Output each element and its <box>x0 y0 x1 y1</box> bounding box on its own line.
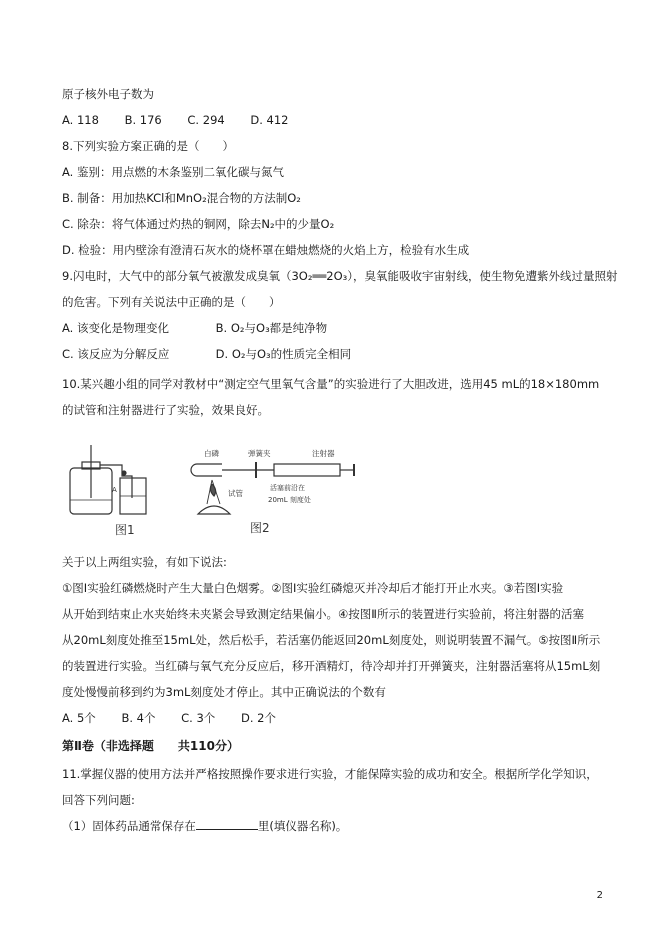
q10-statement-line1: ①图Ⅰ实验红磷燃烧时产生大量白色烟雾。②图Ⅰ实验红磷熄灭并冷却后才能打开止水夹。③若图Ⅰ实验 <box>62 581 564 595</box>
section-2-heading: 第Ⅱ卷（非选择题 共110分） <box>62 739 239 753</box>
q9-stem-line2: 的危害。下列有关说法中正确的是（ ） <box>62 295 281 309</box>
fig1-clamp <box>122 471 126 475</box>
q7-options <box>62 112 310 128</box>
q8-stem: 8.下列实验方案正确的是（ ） <box>62 139 234 153</box>
q11-part-1-before: （1）固体药品通常保存在 <box>62 819 196 833</box>
q9-option-d: D. O₂与O₃的性质完全相同 <box>215 347 352 361</box>
fig2-flame <box>210 484 215 496</box>
q9-option-b: B. O₂与O₃都是纯净物 <box>215 321 328 335</box>
q11-stem-line2: 回答下列问题: <box>62 793 135 807</box>
q7-option-d: D. 412 <box>250 113 289 127</box>
fig2-test-tube <box>191 464 222 476</box>
q11-stem-line1: 11.掌握仪器的使用方法并严格按照操作要求进行实验，才能保障实验的成功和安全。根据所学化学知识， <box>62 767 598 781</box>
fig2-label-clamp: 弹簧夹 <box>248 449 271 458</box>
q9-stem-line1: 9.闪电时，大气中的部分氧气被激发成臭氧（3O₂══2O₃），臭氧能吸收宇宙射线，使生物免遭紫外线过量照射 <box>62 269 618 283</box>
q10-intro: 关于以上两组实验，有如下说法: <box>62 555 227 569</box>
fig2-alcohol-lamp <box>198 506 230 514</box>
q10-option-c: C. 3个 <box>181 711 216 725</box>
q10-option-b: B. 4个 <box>121 711 156 725</box>
page-number: 2 <box>596 890 603 901</box>
q10-statement-line5: 度处慢慢前移到约为3mL刻度处才停止。其中正确说法的个数有 <box>62 685 386 699</box>
q10-statement-line4: 的装置进行实验。当红磷与氧气充分反应后，移开酒精灯，待冷却并打开弹簧夹，注射器活塞将从15mL刻 <box>62 659 601 673</box>
q11-part-1 <box>62 818 347 834</box>
q10-statement-line3: 从20mL刻度处推至15mL处，然后松手，若活塞仍能返回20mL刻度处，则说明装置不漏气。⑤按图Ⅱ所示 <box>62 633 601 647</box>
q9-options-row2 <box>62 346 366 362</box>
q10-stem-line1: 10.某兴趣小组的同学对教材中“测定空气里氧气含量”的实验进行了大胆改进，选用45 mL的18×180mm <box>62 377 600 391</box>
q7-stem-end: 原子核外电子数为 <box>62 87 154 101</box>
fig2-label-syringe: 注射器 <box>312 449 335 458</box>
q8-option-d: D. 检验：用内壁涂有澄清石灰水的烧杯罩在蜡烛燃烧的火焰上方，检验有水生成 <box>62 243 470 257</box>
q8-option-b: B. 制备：用加热KCl和MnO₂混合物的方法制O₂ <box>62 191 301 205</box>
q11-part-1-after: 里(填仪器名称)。 <box>257 819 348 833</box>
fig1-label-a: A <box>112 486 117 494</box>
q10-stem-line2: 的试管和注射器进行了实验，效果良好。 <box>62 403 269 417</box>
fig2-label-piston-1: 活塞前沿在 <box>270 484 305 492</box>
q9-option-a: A. 该变化是物理变化 <box>62 321 169 335</box>
q8-option-c: C. 除杂：将气体通过灼热的铜网，除去N₂中的少量O₂ <box>62 217 335 231</box>
q9-options-row1 <box>62 320 366 336</box>
fig1-caption: 图1 <box>115 523 135 537</box>
experiment-figure <box>62 440 362 540</box>
q10-statement-line2: 从开始到结束止水夹始终未夹紧会导致测定结果偏小。④按图Ⅱ所示的装置进行实验前，将注射器的活塞 <box>62 607 584 621</box>
q11-answer-blank[interactable] <box>196 818 258 830</box>
fig2-caption: 图2 <box>250 521 270 535</box>
q10-option-a: A. 5个 <box>62 711 96 725</box>
q9-option-c: C. 该反应为分解反应 <box>62 347 170 361</box>
q7-option-c: C. 294 <box>187 113 225 127</box>
fig2-label-tube: 试管 <box>228 489 243 498</box>
q7-option-b: B. 176 <box>124 113 162 127</box>
fig2-label-piston-2: 20mL 刻度处 <box>268 496 311 504</box>
q10-options <box>62 710 298 726</box>
q8-option-a: A. 鉴别：用点燃的木条鉴别二氧化碳与氮气 <box>62 165 284 179</box>
q10-option-d: D. 2个 <box>240 711 276 725</box>
fig2-label-phosphorus: 白磷 <box>204 449 219 458</box>
q7-option-a: A. 118 <box>62 113 99 127</box>
fig2-syringe-barrel <box>274 464 340 476</box>
